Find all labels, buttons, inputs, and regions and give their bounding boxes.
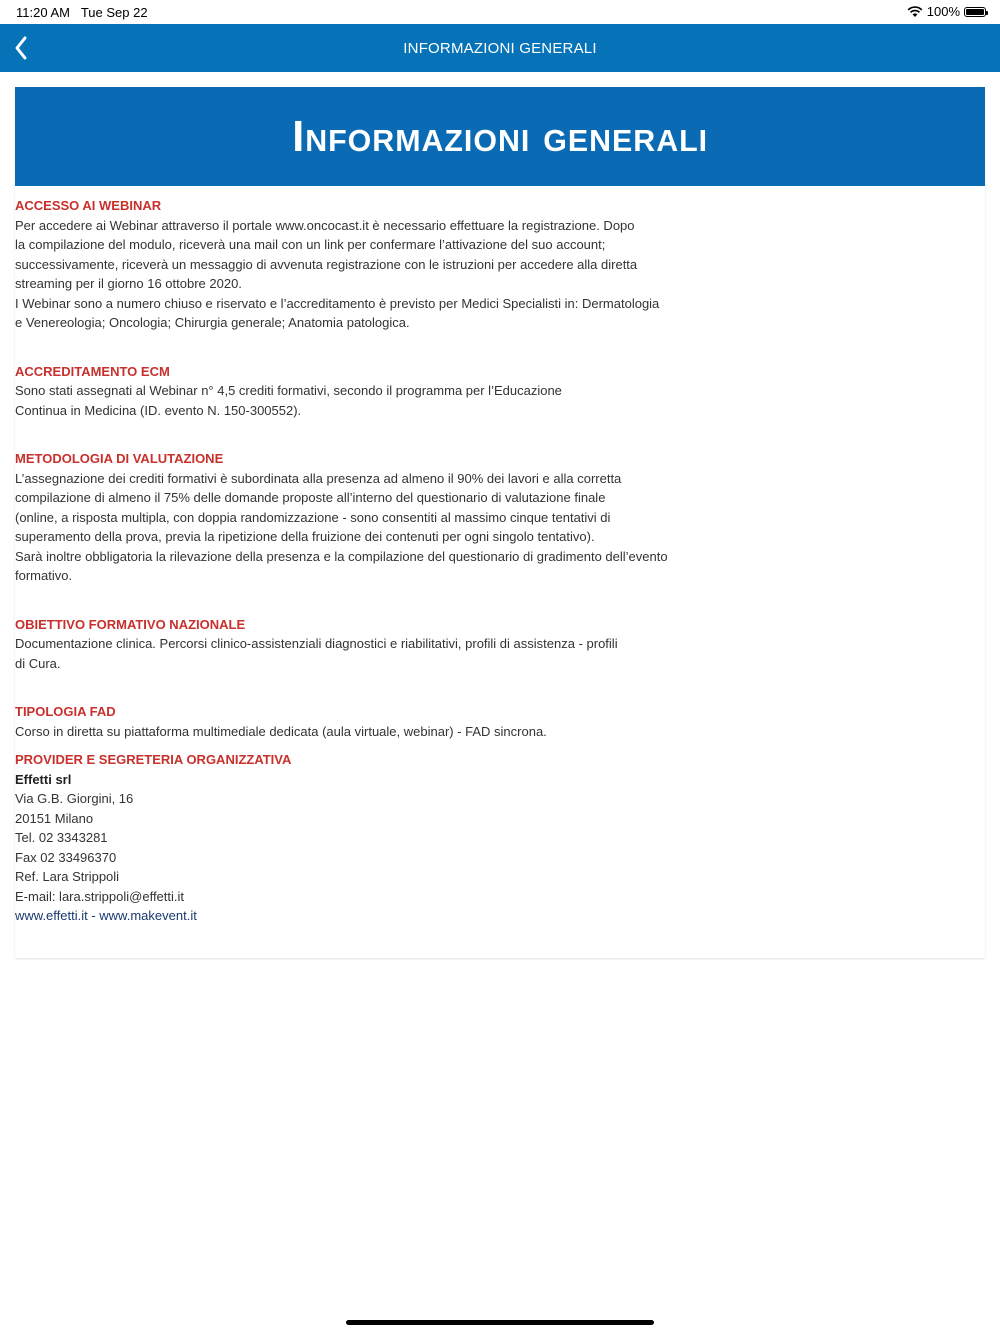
text-line: Continua in Medicina (ID. evento N. 150-300552). bbox=[15, 402, 302, 418]
section-accreditamento bbox=[15, 362, 985, 421]
sections bbox=[15, 186, 985, 926]
section-heading: ACCESSO AI WEBINAR bbox=[15, 198, 162, 213]
section-body bbox=[15, 381, 715, 420]
provider-email[interactable]: E-mail: lara.strippoli@effetti.it bbox=[15, 888, 185, 904]
provider-websites-link[interactable]: www.effetti.it - www.makevent.it bbox=[15, 908, 197, 923]
section-heading: PROVIDER E SEGRETERIA ORGANIZZATIVA bbox=[15, 752, 292, 767]
wifi-icon bbox=[907, 6, 923, 18]
text-line: di Cura. bbox=[15, 655, 61, 671]
text-line: Sono stati assegnati al Webinar n° 4,5 crediti formativi, secondo il programma per l’Educazione bbox=[15, 383, 562, 398]
section-body bbox=[15, 722, 715, 742]
status-right bbox=[907, 4, 986, 19]
text-line: successivamente, riceverà un messaggio di avvenuta registrazione con le istruzioni per accedere alla diretta bbox=[15, 256, 638, 272]
text-line: (online, a risposta multipla, con doppia randomizzazione - sono consentiti al massimo cinque tentativi di bbox=[15, 509, 611, 525]
section-tipologia bbox=[15, 702, 985, 741]
status-time bbox=[16, 5, 148, 20]
provider-fax: Fax 02 33496370 bbox=[15, 849, 117, 865]
nav-title: INFORMAZIONI GENERALI bbox=[403, 40, 597, 57]
section-body bbox=[15, 216, 715, 333]
section-heading: ACCREDITAMENTO ECM bbox=[15, 363, 170, 379]
text-line: Documentazione clinica. Percorsi clinico-assistenziali diagnostici e riabilitativi, profili di assistenza - profili bbox=[15, 636, 618, 651]
provider-ref: Ref. Lara Strippoli bbox=[15, 869, 120, 884]
battery-icon bbox=[964, 7, 986, 17]
home-indicator[interactable] bbox=[346, 1320, 654, 1325]
text-line: Per accedere ai Webinar attraverso il portale www.oncocast.it è necessario effettuare la registrazione. Dopo bbox=[15, 217, 635, 233]
text-line: compilazione di almeno il 75% delle domande proposte all’interno del questionario di valutazione finale bbox=[15, 490, 606, 505]
provider-city: 20151 Milano bbox=[15, 810, 94, 826]
text-line: L’assegnazione dei crediti formativi è subordinata alla presenza ad almeno il 90% dei lavori e alla corretta bbox=[15, 470, 622, 486]
provider-address: Via G.B. Giorgini, 16 bbox=[15, 791, 134, 806]
section-obiettivo bbox=[15, 615, 985, 674]
section-heading: METODOLOGIA DI VALUTAZIONE bbox=[15, 451, 224, 466]
battery-fill bbox=[966, 9, 984, 15]
banner bbox=[15, 87, 985, 186]
section-heading: OBIETTIVO FORMATIVO NAZIONALE bbox=[15, 616, 246, 632]
text-line: I Webinar sono a numero chiuso e riservato e l’accreditamento è previsto per Medici Specialisti in: Dermatologia bbox=[15, 295, 660, 311]
nav-bar bbox=[0, 24, 1000, 72]
text-line: Sarà inoltre obbligatoria la rilevazione della presenza e la compilazione del questionario di gradimento dell’evento bbox=[15, 548, 668, 564]
section-metodologia bbox=[15, 449, 985, 586]
status-bar bbox=[0, 0, 1000, 24]
text-line: formativo. bbox=[15, 568, 73, 583]
status-time-text: 11:20 AM bbox=[16, 5, 70, 20]
banner-title: Informazioni generali bbox=[292, 111, 708, 161]
battery-percent: 100% bbox=[926, 4, 960, 19]
provider-details bbox=[15, 770, 715, 926]
content-card bbox=[15, 87, 985, 958]
section-heading: TIPOLOGIA FAD bbox=[15, 704, 116, 719]
text-line: streaming per il giorno 16 ottobre 2020. bbox=[15, 276, 242, 291]
text-line: la compilazione del modulo, riceverà una mail con un link per confermare l’attivazione del suo account; bbox=[15, 237, 606, 252]
section-body bbox=[15, 469, 715, 586]
text-line: superamento della prova, previa la ripetizione della fruizione dei contenuti per ogni singolo tentativo). bbox=[15, 529, 595, 544]
status-date-text: Tue Sep 22 bbox=[80, 5, 148, 20]
text-line: Corso in diretta su piattaforma multimediale dedicata (aula virtuale, webinar) - FAD sincrona. bbox=[15, 723, 547, 739]
section-body bbox=[15, 634, 715, 673]
provider-company: Effetti srl bbox=[15, 771, 72, 787]
section-provider bbox=[15, 750, 985, 926]
text-line: e Venereologia; Oncologia; Chirurgia generale; Anatomia patologica. bbox=[15, 315, 410, 330]
section-accesso bbox=[15, 196, 985, 333]
provider-tel: Tel. 02 3343281 bbox=[15, 830, 108, 845]
